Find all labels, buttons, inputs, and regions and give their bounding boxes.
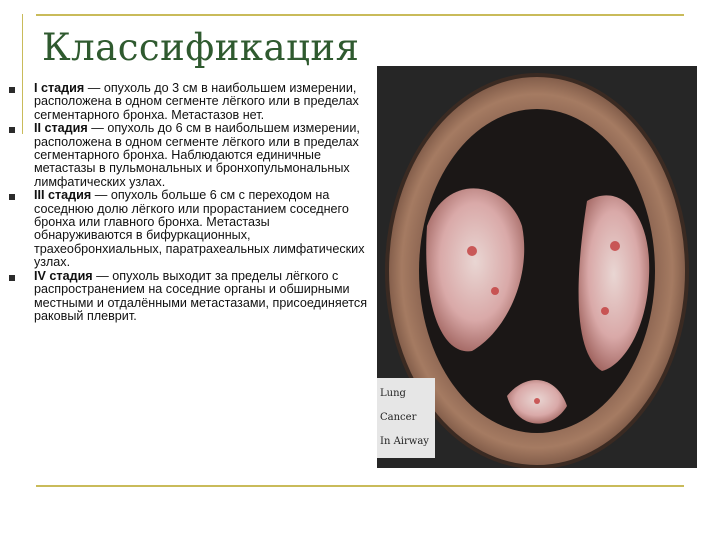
bronchoscopy-image <box>377 66 697 468</box>
stage-label: III стадия <box>34 188 92 203</box>
square-bullet-icon <box>9 194 15 200</box>
stage-item <box>6 82 370 122</box>
square-bullet-icon <box>9 275 15 281</box>
slide-title: Классификация <box>42 26 360 69</box>
stage-text: — опухоль до 3 см в наибольшем измерении, расположена в одном сегменте лёгкого или в пределах сегментарного бронха. Метастазов нет. <box>34 81 359 122</box>
image-caption-line: In Airway <box>380 436 429 447</box>
stage-label: I стадия <box>34 81 85 95</box>
image-caption-line: Lung Cancer <box>380 388 417 423</box>
bottom-rule <box>36 485 684 487</box>
square-bullet-icon <box>9 87 15 93</box>
stage-label: IV стадия <box>34 268 93 283</box>
stage-text: — опухоль до 6 см в наибольшем измерении, расположена в одном сегменте лёгкого или в пределах сегментарного бронха. Наблюдаются единичные метастазы в пульмональных и бронхопульмональных лимфатических узлах. <box>34 121 360 189</box>
stage-list <box>6 82 370 323</box>
stage-item <box>6 270 370 324</box>
stage-item <box>6 122 370 189</box>
image-caption <box>377 378 435 458</box>
top-rule <box>36 14 684 16</box>
stage-text: — опухоль выходит за пределы лёгкого с распространением на соседние органы и обширными местными и отдалёнными метастазами, присоединяется раковый плеврит. <box>34 268 368 323</box>
stage-item <box>6 189 370 269</box>
stage-text: — опухоль больше 6 см с переходом на соседнюю долю лёгкого или прорастанием соседнего бронха или главного бронха. Метастазы обнаруживаются в бифуркационных, трахеобронхиальных, паратрахеальных лимфатических узлах. <box>34 188 365 270</box>
stage-label: II стадия <box>34 121 88 136</box>
square-bullet-icon <box>9 127 15 133</box>
